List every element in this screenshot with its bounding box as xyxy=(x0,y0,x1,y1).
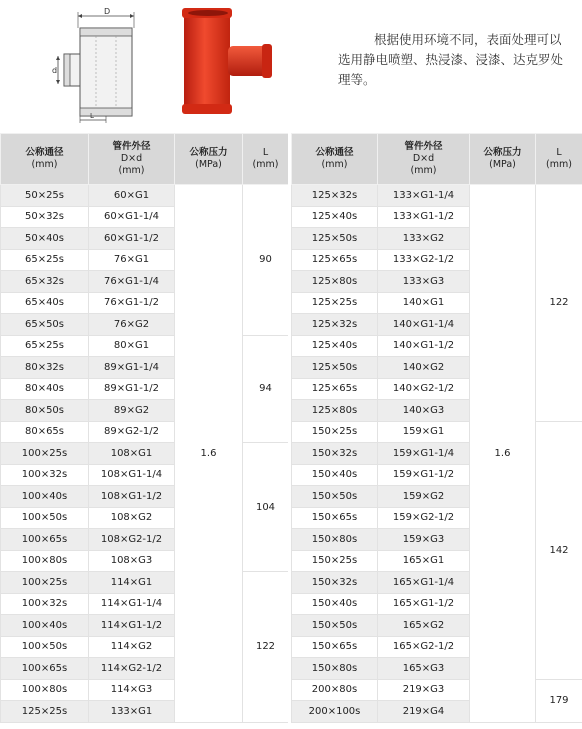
outer-diameter-cell: 108×G1 xyxy=(89,443,175,465)
table-row xyxy=(1,572,289,594)
nominal-size-cell: 50×40s xyxy=(1,228,89,250)
outer-diameter-cell: 159×G3 xyxy=(378,529,470,551)
nominal-size-cell: 200×100s xyxy=(292,701,378,723)
outer-diameter-cell: 89×G2-1/2 xyxy=(89,421,175,443)
outer-diameter-cell: 108×G2 xyxy=(89,507,175,529)
nominal-size-cell: 150×25s xyxy=(292,550,378,572)
spec-table-left xyxy=(0,133,289,723)
table-row xyxy=(292,679,582,701)
nominal-size-cell: 100×80s xyxy=(1,550,89,572)
header-area xyxy=(0,0,582,125)
nominal-size-cell: 150×50s xyxy=(292,486,378,508)
nominal-size-cell: 150×40s xyxy=(292,464,378,486)
outer-diameter-cell: 89×G2 xyxy=(89,400,175,422)
outer-diameter-cell: 165×G3 xyxy=(378,658,470,680)
nominal-size-cell: 50×25s xyxy=(1,185,89,207)
nominal-size-cell: 65×25s xyxy=(1,249,89,271)
nominal-size-cell: 125×40s xyxy=(292,335,378,357)
nominal-size-cell: 150×65s xyxy=(292,507,378,529)
diagram-label-D: D xyxy=(104,7,111,16)
nominal-size-cell: 100×40s xyxy=(1,615,89,637)
table-row xyxy=(292,421,582,443)
nominal-size-cell: 80×32s xyxy=(1,357,89,379)
nominal-size-cell: 100×25s xyxy=(1,443,89,465)
nominal-size-cell: 150×65s xyxy=(292,636,378,658)
nominal-size-cell: 100×65s xyxy=(1,658,89,680)
nominal-size-cell: 125×25s xyxy=(1,701,89,723)
outer-diameter-cell: 76×G2 xyxy=(89,314,175,336)
nominal-size-cell: 125×80s xyxy=(292,271,378,293)
header-od-formula: D×d xyxy=(120,153,143,164)
red-tee-fitting-image xyxy=(168,6,278,116)
outer-diameter-cell: 114×G2 xyxy=(89,636,175,658)
outer-diameter-cell: 60×G1-1/2 xyxy=(89,228,175,250)
nominal-size-cell: 80×50s xyxy=(1,400,89,422)
outer-diameter-cell: 133×G1 xyxy=(89,701,175,723)
outer-diameter-cell: 114×G3 xyxy=(89,679,175,701)
outer-diameter-cell: 165×G1 xyxy=(378,550,470,572)
header-length-unit: (mm) xyxy=(546,159,572,170)
nominal-size-cell: 100×50s xyxy=(1,636,89,658)
nominal-size-cell: 200×80s xyxy=(292,679,378,701)
nominal-size-cell: 150×50s xyxy=(292,615,378,637)
nominal-size-cell: 150×40s xyxy=(292,593,378,615)
table-body-left xyxy=(1,185,289,723)
outer-diameter-cell: 76×G1-1/4 xyxy=(89,271,175,293)
outer-diameter-cell: 165×G1-1/2 xyxy=(378,593,470,615)
header-od-label: 管件外径 xyxy=(404,141,443,152)
outer-diameter-cell: 60×G1 xyxy=(89,185,175,207)
outer-diameter-cell: 89×G1-1/4 xyxy=(89,357,175,379)
outer-diameter-cell: 133×G3 xyxy=(378,271,470,293)
table-header-row xyxy=(1,134,289,185)
length-cell: 122 xyxy=(536,185,582,422)
outer-diameter-cell: 159×G2 xyxy=(378,486,470,508)
nominal-size-cell: 100×50s xyxy=(1,507,89,529)
length-cell: 94 xyxy=(243,335,289,443)
nominal-size-cell: 50×32s xyxy=(1,206,89,228)
nominal-size-cell: 125×32s xyxy=(292,314,378,336)
nominal-size-cell: 65×32s xyxy=(1,271,89,293)
table-header-row xyxy=(292,134,582,185)
nominal-size-cell: 150×80s xyxy=(292,529,378,551)
length-cell: 90 xyxy=(243,185,289,336)
header-od-formula: D×d xyxy=(412,153,435,164)
table-row xyxy=(1,335,289,357)
outer-diameter-cell: 108×G1-1/4 xyxy=(89,464,175,486)
nominal-size-cell: 150×32s xyxy=(292,572,378,594)
nominal-size-cell: 100×25s xyxy=(1,572,89,594)
header-nominal-label: 公称通径 xyxy=(25,147,64,158)
header-nominal-unit: (mm) xyxy=(321,159,348,170)
nominal-size-cell: 125×65s xyxy=(292,249,378,271)
nominal-size-cell: 100×40s xyxy=(1,486,89,508)
tee-dimension-diagram xyxy=(42,6,160,124)
nominal-size-cell: 125×50s xyxy=(292,228,378,250)
table-row xyxy=(1,443,289,465)
outer-diameter-cell: 140×G1 xyxy=(378,292,470,314)
header-pressure-unit: (MPa) xyxy=(489,159,516,170)
nominal-size-cell: 150×32s xyxy=(292,443,378,465)
nominal-size-cell: 100×65s xyxy=(1,529,89,551)
nominal-size-cell: 65×50s xyxy=(1,314,89,336)
header-nominal xyxy=(1,134,89,185)
outer-diameter-cell: 76×G1 xyxy=(89,249,175,271)
outer-diameter-cell: 114×G1 xyxy=(89,572,175,594)
header-pressure-label: 公称压力 xyxy=(189,147,228,158)
spec-table-right xyxy=(291,133,582,723)
table-body-right xyxy=(292,185,582,723)
header-length xyxy=(243,134,289,185)
outer-diameter-cell: 76×G1-1/2 xyxy=(89,292,175,314)
header-nominal xyxy=(292,134,378,185)
header-pressure xyxy=(175,134,243,185)
outer-diameter-cell: 133×G2-1/2 xyxy=(378,249,470,271)
header-pressure-label: 公称压力 xyxy=(483,147,522,158)
nominal-size-cell: 125×80s xyxy=(292,400,378,422)
surface-treatment-note: 根据使用环境不同，表面处理可以选用静电喷塑、热浸漆、浸漆、达克罗处理等。 xyxy=(338,32,564,87)
header-nominal-unit: (mm) xyxy=(31,159,58,170)
header-pressure-unit: (MPa) xyxy=(195,159,222,170)
outer-diameter-cell: 159×G1 xyxy=(378,421,470,443)
pressure-cell: 1.6 xyxy=(470,185,536,723)
table-row xyxy=(292,185,582,207)
outer-diameter-cell: 114×G1-1/4 xyxy=(89,593,175,615)
nominal-size-cell: 125×25s xyxy=(292,292,378,314)
header-length-label: L xyxy=(262,147,269,158)
outer-diameter-cell: 108×G1-1/2 xyxy=(89,486,175,508)
table-row xyxy=(1,185,289,207)
header-od-label: 管件外径 xyxy=(112,141,151,152)
nominal-size-cell: 80×65s xyxy=(1,421,89,443)
length-cell: 142 xyxy=(536,421,582,679)
pressure-cell: 1.6 xyxy=(175,185,243,723)
header-od xyxy=(378,134,470,185)
header-od-unit: (mm) xyxy=(410,165,437,176)
header-length xyxy=(536,134,582,185)
nominal-size-cell: 125×65s xyxy=(292,378,378,400)
nominal-size-cell: 125×40s xyxy=(292,206,378,228)
outer-diameter-cell: 219×G3 xyxy=(378,679,470,701)
header-length-unit: (mm) xyxy=(252,159,279,170)
header-length-label: L xyxy=(556,147,562,158)
header-nominal-label: 公称通径 xyxy=(315,147,354,158)
nominal-size-cell: 100×32s xyxy=(1,593,89,615)
nominal-size-cell: 150×25s xyxy=(292,421,378,443)
outer-diameter-cell: 133×G1-1/2 xyxy=(378,206,470,228)
nominal-size-cell: 100×32s xyxy=(1,464,89,486)
diagram-label-d: d xyxy=(52,66,58,75)
outer-diameter-cell: 133×G2 xyxy=(378,228,470,250)
outer-diameter-cell: 165×G1-1/4 xyxy=(378,572,470,594)
outer-diameter-cell: 114×G2-1/2 xyxy=(89,658,175,680)
outer-diameter-cell: 108×G3 xyxy=(89,550,175,572)
outer-diameter-cell: 140×G2 xyxy=(378,357,470,379)
outer-diameter-cell: 140×G1-1/4 xyxy=(378,314,470,336)
nominal-size-cell: 65×40s xyxy=(1,292,89,314)
nominal-size-cell: 100×80s xyxy=(1,679,89,701)
outer-diameter-cell: 165×G2-1/2 xyxy=(378,636,470,658)
header-od xyxy=(89,134,175,185)
nominal-size-cell: 125×32s xyxy=(292,185,378,207)
length-cell: 122 xyxy=(243,572,289,723)
nominal-size-cell: 65×25s xyxy=(1,335,89,357)
outer-diameter-cell: 80×G1 xyxy=(89,335,175,357)
outer-diameter-cell: 140×G3 xyxy=(378,400,470,422)
outer-diameter-cell: 108×G2-1/2 xyxy=(89,529,175,551)
outer-diameter-cell: 140×G2-1/2 xyxy=(378,378,470,400)
outer-diameter-cell: 159×G2-1/2 xyxy=(378,507,470,529)
diagram-label-L: L xyxy=(90,112,94,120)
nominal-size-cell: 80×40s xyxy=(1,378,89,400)
nominal-size-cell: 150×80s xyxy=(292,658,378,680)
header-pressure xyxy=(470,134,536,185)
length-cell: 179 xyxy=(536,679,582,722)
outer-diameter-cell: 219×G4 xyxy=(378,701,470,723)
nominal-size-cell: 125×50s xyxy=(292,357,378,379)
outer-diameter-cell: 114×G1-1/2 xyxy=(89,615,175,637)
outer-diameter-cell: 159×G1-1/2 xyxy=(378,464,470,486)
outer-diameter-cell: 140×G1-1/2 xyxy=(378,335,470,357)
outer-diameter-cell: 133×G1-1/4 xyxy=(378,185,470,207)
header-od-unit: (mm) xyxy=(118,165,145,176)
outer-diameter-cell: 159×G1-1/4 xyxy=(378,443,470,465)
outer-diameter-cell: 89×G1-1/2 xyxy=(89,378,175,400)
outer-diameter-cell: 165×G2 xyxy=(378,615,470,637)
outer-diameter-cell: 60×G1-1/4 xyxy=(89,206,175,228)
length-cell: 104 xyxy=(243,443,289,572)
